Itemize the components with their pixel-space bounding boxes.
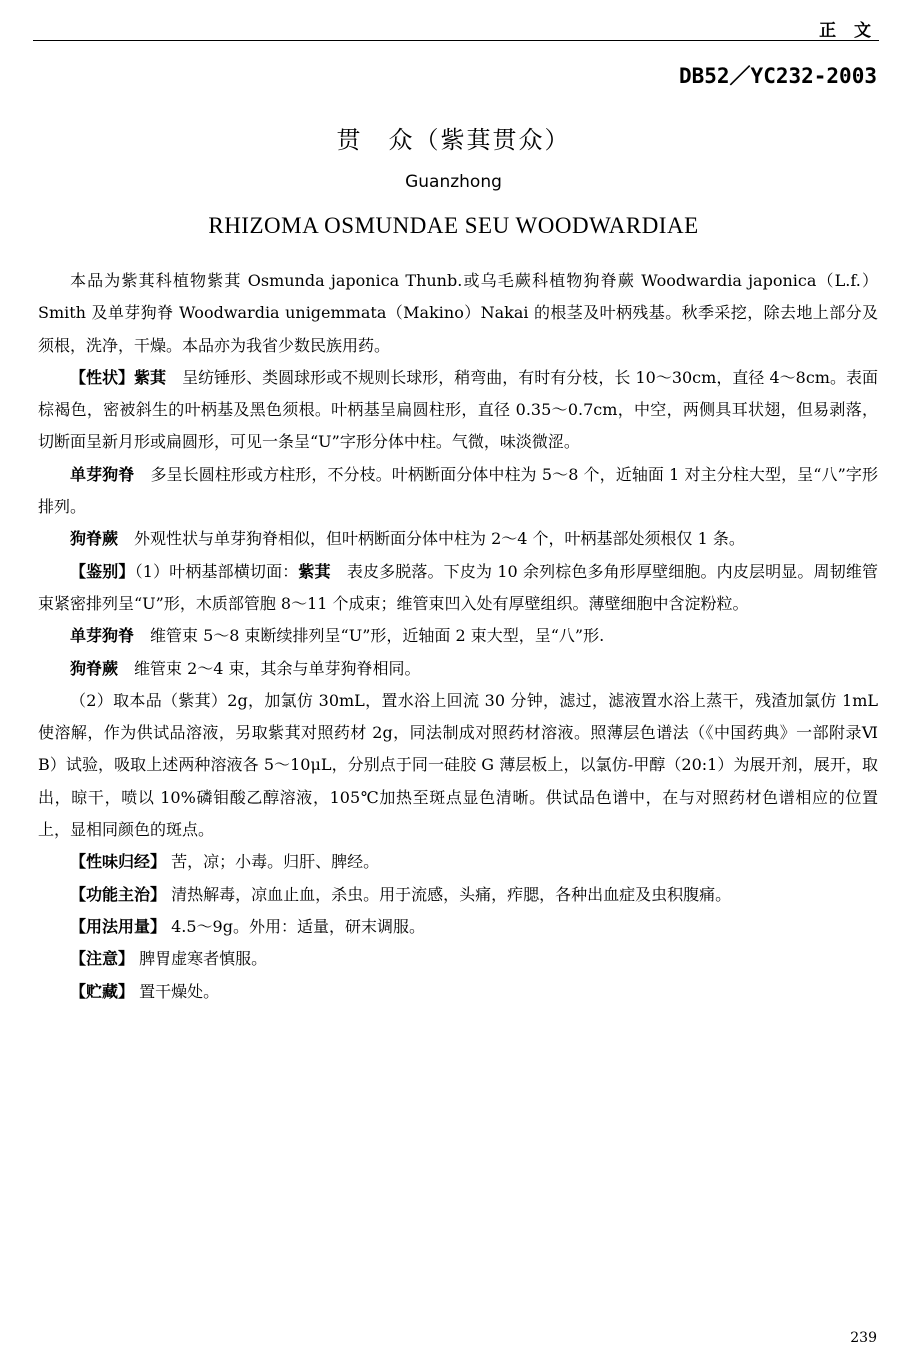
title-pinyin: Guanzhong (405, 172, 502, 192)
function-paragraph: 【功能主治】 清热解毒，凉血止血，杀虫。用于流感，头痛，痄腮，各种出血症及虫积腹痛。 (70, 884, 732, 904)
monograph-body (38, 265, 878, 1008)
title-latin: RHIZOMA OSMUNDAE SEU WOODWARDIAE (208, 213, 699, 238)
section-heading: 【功能主治】 (70, 884, 167, 904)
goujijue-characteristics-paragraph: 狗脊蕨 外观性状与单芽狗脊相似，但叶柄断面分体中柱为 2～4 个，叶柄基部处须根仅 1 条。 (70, 529, 745, 549)
identification-paragraph: 【鉴别】（1）叶柄基部横切面：紫萁 表皮多脱落。下皮为 10 余列棕色多角形厚壁细胞。内皮层明显。周韧维管束紧密排列呈“U”形，木质部管胞 8～11 个成束；维管束凹入处有厚壁组织。薄壁细胞中含淀粉粒。 (38, 561, 878, 613)
tlc-paragraph: （2）取本品（紫萁）2g，加氯仿 30mL，置水浴上回流 30 分钟，滤过，滤液置水浴上蒸干，残渣加氯仿 1mL 使溶解，作为供试品溶液，另取紫萁对照药材 2g，同法制成对照药材溶液。照薄层色谱法（《中国药典》一部附录Ⅵ B）试验，吸取上述两种溶液各 5～10μL，分别点于同一硅胶 G 薄层板上，以氯仿-甲醇（20:1）为展开剂，展开，取出，晾干，喷以 10%磷钼酸乙醇溶液，105℃加热至斑点显色清晰。供试品色谱中，在与对照药材色谱相应的位置上，显相同颜色的斑点。 (38, 690, 878, 840)
section-label: 正 文 (819, 21, 877, 41)
species-label: 紫萁 (134, 367, 167, 387)
intro-paragraph: 本品为紫萁科植物紫萁 Osmunda japonica Thunb.或乌毛蕨科植物狗脊蕨 Woodwardia japonica（L.f.）Smith 及单芽狗脊 Woodwardia unigemmata（Makino）Nakai 的根茎及叶柄残基。秋季采挖，除去地上部分及须根，洗净，干燥。本品亦为我省少数民族用药。 (38, 271, 878, 355)
species-label: 紫萁 (298, 561, 331, 581)
section-heading: 【用法用量】 (70, 916, 167, 936)
characteristics-paragraph: 【性状】紫萁 呈纺锤形、类圆球形或不规则长球形，稍弯曲，有时有分枝，长 10～30cm，直径 4～8cm。表面棕褐色，密被斜生的叶柄基及黑色须根。叶柄基呈扁圆柱形，直径 0.35～0.7cm，中空，两侧具耳状翅，但易剥落，切断面呈新月形或扁圆形，可见一条呈“U”字形分体中柱。气微，味淡微涩。 (38, 367, 878, 452)
page-number: 239 (850, 1330, 877, 1346)
section-heading: 【性状】 (70, 367, 135, 387)
goujijue-identification-paragraph: 狗脊蕨 维管束 2～4 束，其余与单芽狗脊相同。 (70, 658, 421, 678)
section-heading: 【贮藏】 (70, 981, 135, 1001)
caution-paragraph: 【注意】 脾胃虚寒者慎服。 (70, 949, 268, 969)
document-code: DB52／YC232-2003 (678, 64, 877, 88)
section-heading: 【注意】 (70, 949, 135, 969)
section-heading: 【性味归经】 (70, 852, 167, 872)
species-label: 单芽狗脊 (70, 626, 135, 646)
section-heading: 【鉴别】 (70, 561, 135, 581)
property-paragraph: 【性味归经】 苦，凉；小毒。归肝、脾经。 (70, 852, 380, 872)
species-label: 狗脊蕨 (70, 529, 119, 549)
title-chinese: 贯 众（紫萁贯众） (336, 126, 571, 154)
dosage-paragraph: 【用法用量】 4.5～9g。外用：适量，研末调服。 (70, 916, 425, 936)
danya-characteristics-paragraph: 单芽狗脊 多呈长圆柱形或方柱形，不分枝。叶柄断面分体中柱为 5～8 个，近轴面 1 对主分柱大型，呈“八”字形排列。 (38, 464, 878, 517)
species-label: 狗脊蕨 (70, 658, 119, 678)
storage-paragraph: 【贮藏】 置干燥处。 (70, 981, 220, 1001)
danya-identification-paragraph: 单芽狗脊 维管束 5～8 束断续排列呈“U”形，近轴面 2 束大型，呈“八”形. (70, 626, 605, 646)
header-rule (33, 40, 879, 41)
species-label: 单芽狗脊 (70, 464, 135, 484)
